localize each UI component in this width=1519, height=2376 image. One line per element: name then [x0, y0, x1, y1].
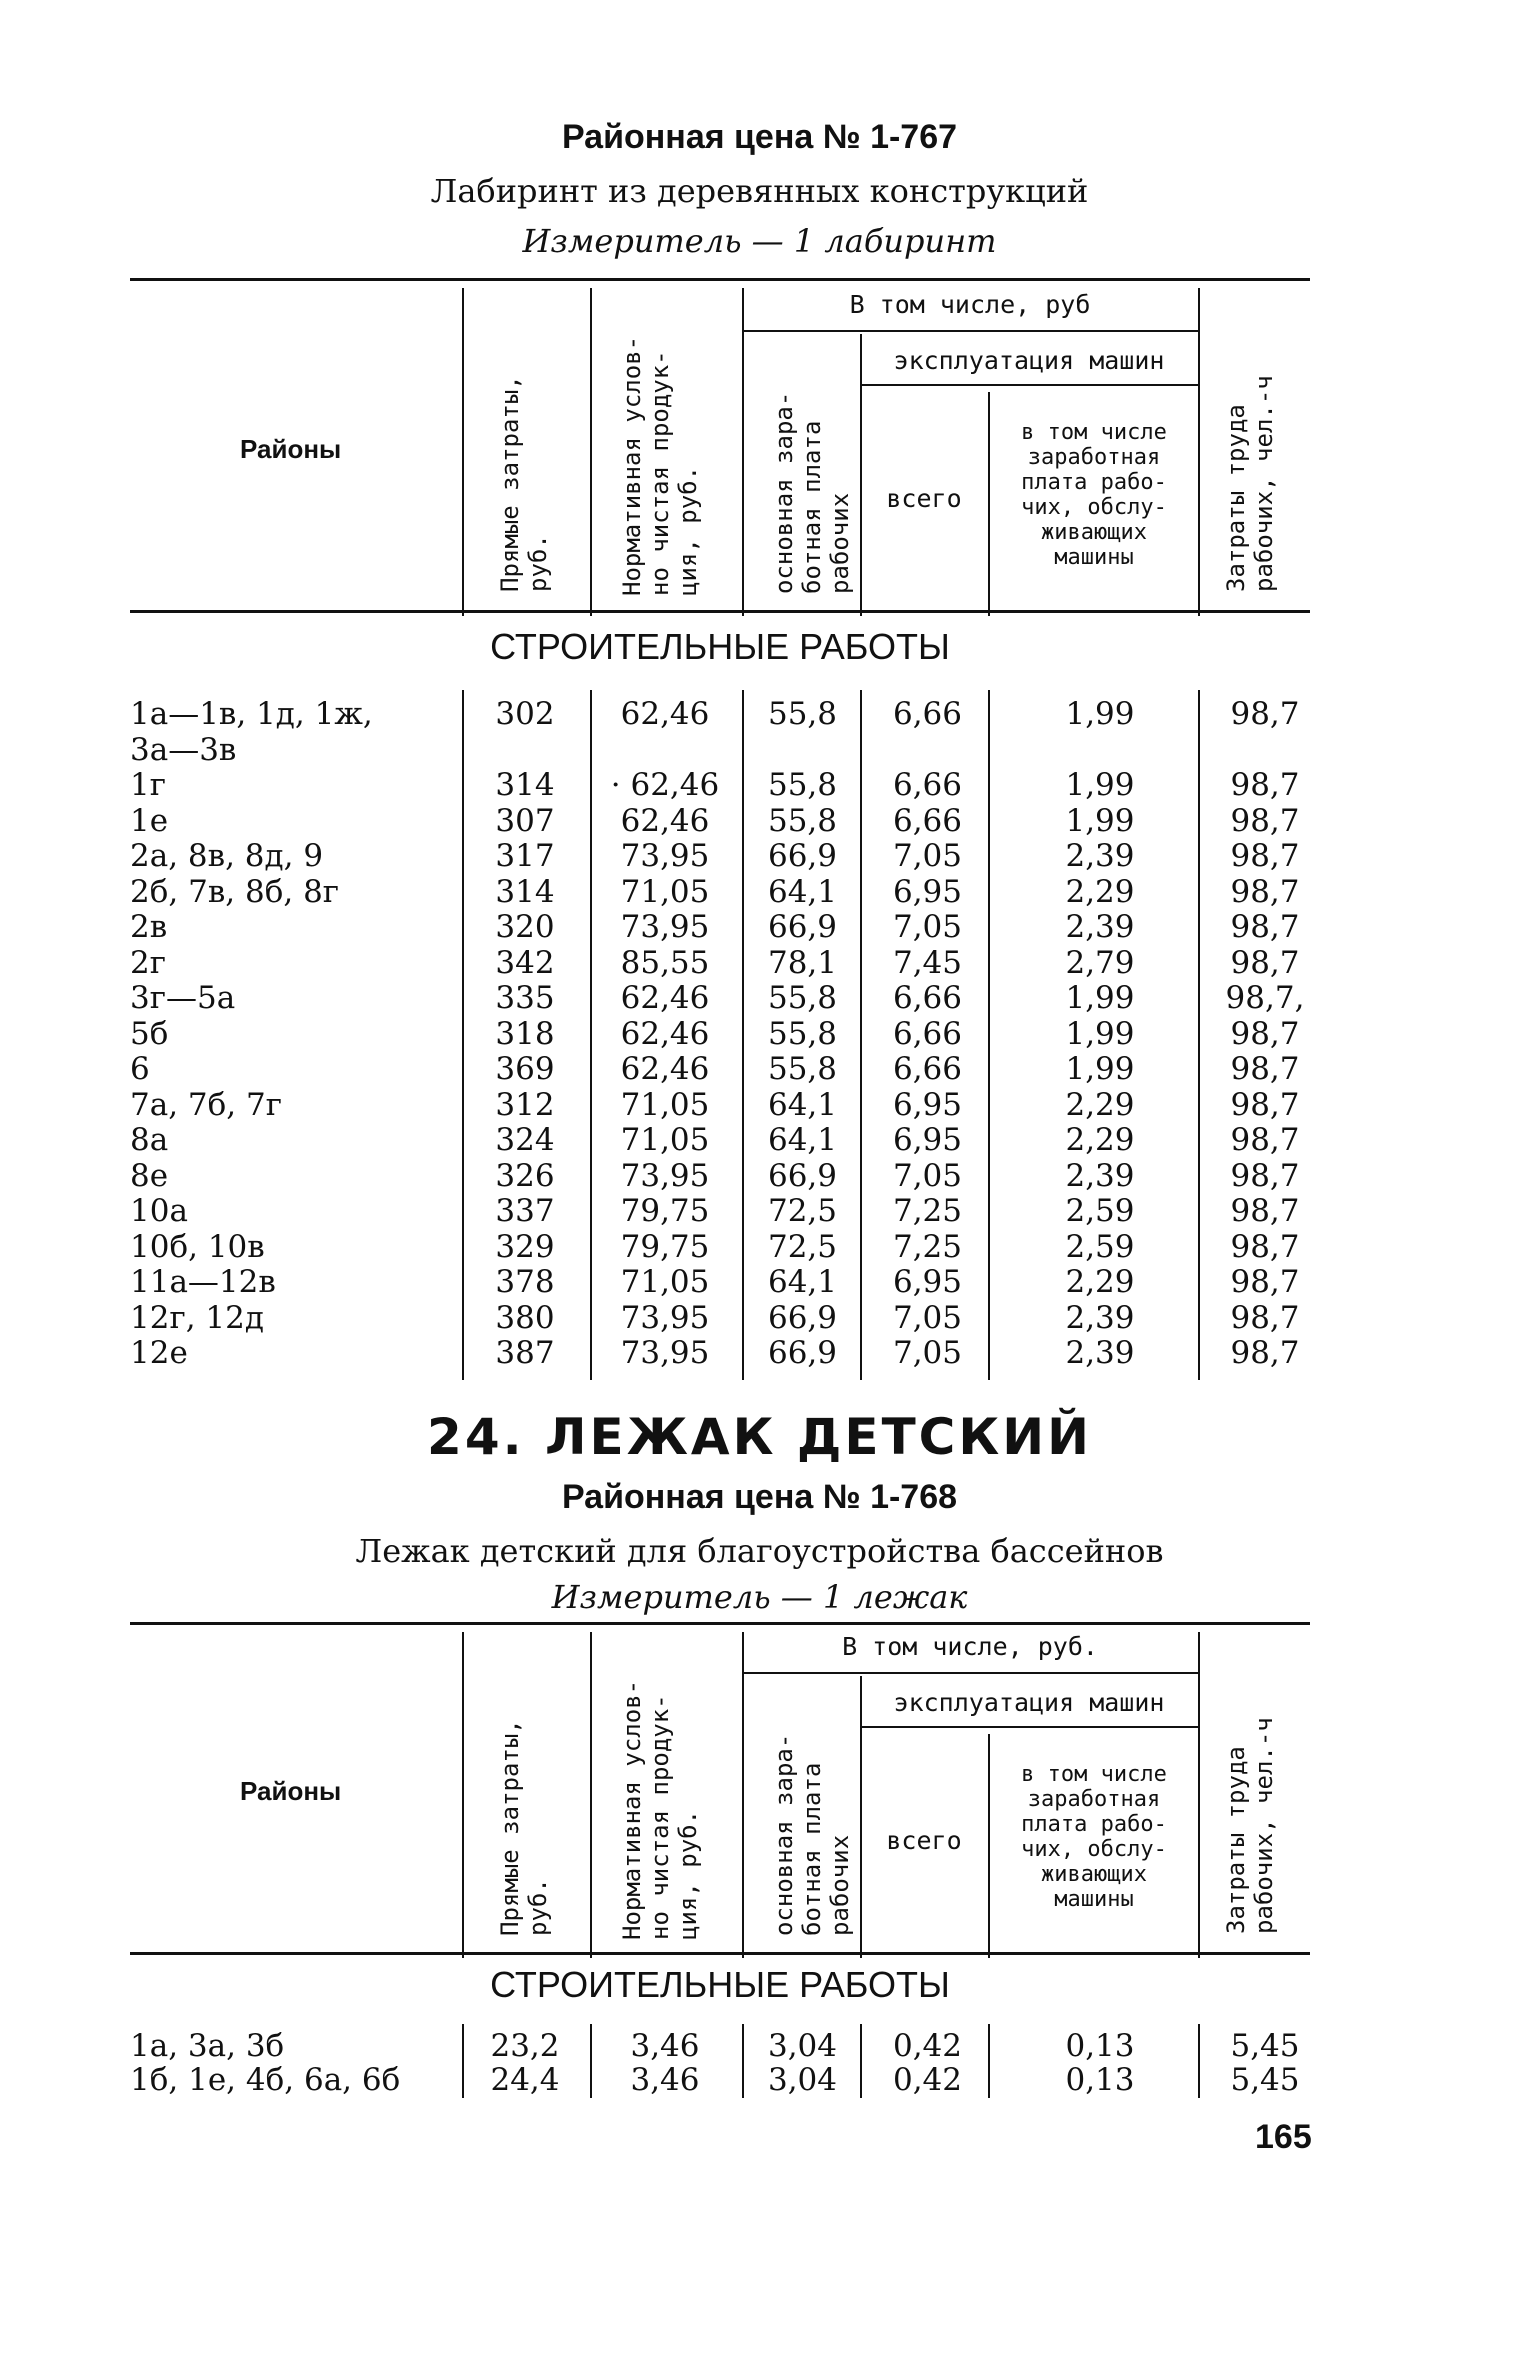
- cell-machine-wage: 2,79: [1065, 944, 1135, 981]
- cell-machine-wage: 2,39: [1065, 838, 1135, 874]
- header-incl-wage: в том числе заработная плата рабо- чих, обслу- живающих машины: [1021, 420, 1167, 570]
- table-row: [130, 803, 1310, 839]
- cell-machine-total: 7,45: [892, 944, 963, 981]
- table1-top-rule: [130, 278, 1310, 281]
- cell-base-wage: 3,04: [767, 2062, 838, 2098]
- cell-normative: 85,55: [620, 944, 710, 981]
- cell-machine-wage: 2,59: [1065, 1193, 1135, 1229]
- divider: [860, 1676, 862, 1958]
- cell-machine-wage: 2,29: [1065, 1086, 1135, 1123]
- table2-header: [130, 1616, 1310, 1966]
- cell-direct-costs: 302: [495, 696, 555, 732]
- cell-direct-costs: 320: [495, 909, 555, 945]
- divider: [742, 288, 744, 616]
- cell-machine-wage: 2,29: [1065, 873, 1135, 910]
- table-row: [130, 1335, 1310, 1371]
- cell-machine-total: 6,66: [892, 802, 963, 839]
- cell-direct-costs: 335: [495, 980, 555, 1016]
- cell-normative: 73,95: [620, 909, 710, 945]
- table-row: [130, 1193, 1310, 1229]
- header-incl-wage: в том числе заработная плата рабо- чих, обслу- живающих машины: [1021, 1762, 1167, 1912]
- cell-labor: 98,7: [1230, 838, 1300, 874]
- cell-direct-costs: 369: [495, 1051, 555, 1087]
- cell-normative: 3,46: [630, 2062, 700, 2098]
- cell-machine-total: 7,25: [892, 1193, 963, 1229]
- divider: [742, 1632, 744, 1958]
- table-row: [130, 696, 1310, 732]
- cell-base-wage: 66,9: [767, 1157, 838, 1194]
- cell-machine-total: 6,66: [892, 1015, 963, 1052]
- cell-region: 5б: [130, 1015, 169, 1052]
- cell-machine-wage: 2,29: [1065, 1264, 1135, 1300]
- header-normative: Нормативная услов- но чистая продук- ция, руб.: [618, 1679, 702, 1940]
- header-labor: Затраты труда рабочих, чел.-ч: [1222, 1717, 1278, 1934]
- cell-machine-total: 6,66: [892, 767, 963, 803]
- measure-1: Измеритель — 1 лабиринт: [522, 222, 997, 260]
- table-row: [130, 1016, 1310, 1052]
- cell-normative: 62,46: [620, 980, 710, 1016]
- item-name-1: Лабиринт из деревянных конструкций: [430, 172, 1089, 210]
- cell-labor: 98,7: [1230, 873, 1300, 910]
- header-rule: [860, 1726, 1198, 1728]
- cell-normative: 73,95: [620, 1299, 710, 1336]
- header-rule: [742, 1672, 1198, 1674]
- cell-region: 12е: [130, 1335, 188, 1371]
- cell-machine-total: 7,25: [892, 1228, 963, 1265]
- table1-header-bottom-rule: [130, 610, 1310, 613]
- cell-normative: 62,46: [620, 696, 710, 732]
- cell-labor: 98,7: [1230, 1051, 1300, 1087]
- header-rule: [860, 384, 1198, 386]
- cell-direct-costs: 317: [495, 838, 555, 874]
- header-including: В том числе, руб: [849, 290, 1091, 319]
- cell-region: 1е: [130, 802, 169, 839]
- cell-base-wage: 55,8: [767, 802, 838, 839]
- header-machine-ops: эксплуатация машин: [893, 1688, 1165, 1717]
- cell-normative: 79,75: [620, 1193, 710, 1229]
- cell-base-wage: 64,1: [767, 1264, 838, 1300]
- cell-base-wage: 66,9: [767, 909, 838, 945]
- table-row: [130, 1300, 1310, 1336]
- cell-labor: 98,7: [1230, 909, 1300, 945]
- cell-base-wage: 55,8: [767, 980, 838, 1016]
- table-row: [130, 909, 1310, 945]
- cell-machine-total: 7,05: [892, 1299, 963, 1336]
- cell-machine-wage: 2,39: [1065, 1335, 1135, 1371]
- cell-labor: 98,7: [1230, 944, 1300, 981]
- cell-base-wage: 55,8: [767, 767, 838, 803]
- cell-machine-wage: 1,99: [1065, 767, 1135, 803]
- cell-direct-costs: 326: [495, 1157, 555, 1194]
- cell-machine-wage: 1,99: [1065, 802, 1135, 839]
- cell-base-wage: 66,9: [767, 838, 838, 874]
- table1-header: [130, 272, 1310, 622]
- cell-machine-wage: 2,39: [1065, 1157, 1135, 1194]
- item-name-2: Лежак детский для благоустройства бассейнов: [355, 1532, 1164, 1570]
- header-rule: [742, 330, 1198, 332]
- cell-machine-total: 6,66: [892, 696, 963, 732]
- table-row: [130, 874, 1310, 910]
- cell-machine-total: 6,95: [892, 873, 963, 910]
- cell-normative: · 62,46: [610, 767, 720, 803]
- cell-labor: 5,45: [1230, 2062, 1300, 2098]
- divider: [988, 1734, 990, 1958]
- cell-machine-total: 7,05: [892, 1157, 963, 1194]
- table-row: [130, 1051, 1310, 1087]
- cell-region: 10а: [130, 1193, 188, 1229]
- cell-normative: 3,46: [630, 2028, 700, 2064]
- table-row: [130, 1087, 1310, 1123]
- cell-region: 1б, 1е, 4б, 6а, 6б: [130, 2062, 401, 2098]
- header-rayony: Районы: [240, 1776, 342, 1806]
- cell-base-wage: 64,1: [767, 1086, 838, 1123]
- table-row: [130, 945, 1310, 981]
- cell-normative: 73,95: [620, 1335, 710, 1371]
- table-row: [130, 1229, 1310, 1265]
- divider: [590, 288, 592, 616]
- cell-region: 2б, 7в, 8б, 8г: [130, 873, 340, 910]
- cell-labor: 98,7: [1230, 1299, 1300, 1336]
- cell-base-wage: 78,1: [767, 944, 838, 981]
- cell-labor: 5,45: [1230, 2028, 1300, 2064]
- cell-region: 2а, 8в, 8д, 9: [130, 838, 324, 874]
- cell-labor: 98,7: [1230, 696, 1300, 732]
- cell-labor: 98,7,: [1225, 980, 1305, 1016]
- cell-direct-costs: 324: [495, 1122, 555, 1158]
- cell-region: 1г: [130, 767, 166, 803]
- divider: [1198, 1632, 1200, 1958]
- header-base-wage: основная зара- ботная плата рабочих: [770, 1733, 854, 1936]
- cell-normative: 73,95: [620, 838, 710, 874]
- cell-machine-total: 6,95: [892, 1264, 963, 1300]
- cell-region: 3а—3в: [130, 731, 237, 768]
- cell-direct-costs: 378: [495, 1264, 555, 1300]
- table-row: [130, 1122, 1310, 1158]
- table-row: [130, 2028, 1310, 2064]
- cell-region: 1а, 3а, 3б: [130, 2028, 285, 2064]
- table1-body: [130, 690, 1310, 1380]
- cell-direct-costs: 337: [495, 1193, 555, 1229]
- cell-labor: 98,7: [1230, 1264, 1300, 1300]
- cell-base-wage: 55,8: [767, 1015, 838, 1052]
- header-normative: Нормативная услов- но чистая продук- ция, руб.: [618, 335, 702, 596]
- cell-direct-costs: 314: [495, 873, 555, 910]
- cell-normative: 62,46: [620, 1015, 710, 1052]
- cell-normative: 71,05: [620, 873, 710, 910]
- table-row: [130, 838, 1310, 874]
- cell-direct-costs: 307: [495, 802, 555, 839]
- cell-machine-total: 6,95: [892, 1086, 963, 1123]
- cell-machine-total: 7,05: [892, 909, 963, 945]
- cell-machine-total: 6,66: [892, 980, 963, 1016]
- cell-region: 10б, 10в: [130, 1228, 265, 1265]
- cell-region: 7а, 7б, 7г: [130, 1086, 282, 1123]
- cell-normative: 71,05: [620, 1122, 710, 1158]
- cell-direct-costs: 314: [495, 767, 555, 803]
- header-rayony: Районы: [240, 434, 342, 464]
- table2-body: [130, 2020, 1310, 2100]
- cell-machine-wage: 1,99: [1065, 1015, 1135, 1052]
- divider: [590, 1632, 592, 1958]
- cell-machine-wage: 2,29: [1065, 1122, 1135, 1158]
- cell-machine-wage: 0,13: [1065, 2028, 1135, 2064]
- cell-normative: 73,95: [620, 1157, 710, 1194]
- table-row: [130, 980, 1310, 1016]
- cell-direct-costs: 342: [495, 944, 555, 981]
- cell-normative: 62,46: [620, 802, 710, 839]
- cell-labor: 98,7: [1230, 1228, 1300, 1265]
- cell-direct-costs: 312: [495, 1086, 555, 1123]
- cell-base-wage: 72,5: [767, 1228, 838, 1265]
- cell-machine-total: 7,05: [892, 1335, 963, 1371]
- cell-direct-costs: 380: [495, 1299, 555, 1336]
- price-title-2: Районная цена № 1-768: [561, 1478, 958, 1516]
- divider: [462, 288, 464, 616]
- cell-normative: 79,75: [620, 1228, 710, 1265]
- cell-region: 8е: [130, 1157, 169, 1194]
- cell-base-wage: 55,8: [767, 1051, 838, 1087]
- cell-base-wage: 3,04: [767, 2028, 838, 2064]
- cell-machine-wage: 1,99: [1065, 696, 1135, 732]
- cell-base-wage: 64,1: [767, 1122, 838, 1158]
- cell-normative: 71,05: [620, 1264, 710, 1300]
- cell-region: 1а—1в, 1д, 1ж,: [130, 696, 373, 732]
- cell-direct-costs: 329: [495, 1228, 555, 1265]
- cell-region: 12г, 12д: [130, 1299, 264, 1336]
- cell-machine-total: 0,42: [892, 2062, 963, 2098]
- cell-machine-wage: 2,39: [1065, 909, 1135, 945]
- cell-region: 2в: [130, 909, 168, 945]
- header-total: всего: [886, 484, 962, 513]
- cell-base-wage: 55,8: [767, 696, 838, 732]
- cell-machine-wage: 1,99: [1065, 1051, 1135, 1087]
- header-machine-ops: эксплуатация машин: [893, 346, 1165, 375]
- divider: [1198, 288, 1200, 616]
- cell-machine-wage: 2,39: [1065, 1299, 1135, 1336]
- cell-direct-costs: 318: [495, 1015, 555, 1052]
- cell-machine-wage: 1,99: [1065, 980, 1135, 1016]
- header-base-wage: основная зара- ботная плата рабочих: [770, 391, 854, 594]
- cell-region: 2г: [130, 944, 166, 981]
- cell-labor: 98,7: [1230, 1193, 1300, 1229]
- cell-machine-total: 0,42: [892, 2028, 963, 2064]
- price-title-1: Районная цена № 1-767: [561, 118, 958, 156]
- cell-region: 3г—5а: [130, 980, 236, 1016]
- cell-machine-total: 6,95: [892, 1122, 963, 1158]
- section-label-2: СТРОИТЕЛЬНЫЕ РАБОТЫ: [490, 1964, 950, 2005]
- cell-direct-costs: 23,2: [490, 2028, 560, 2064]
- table2-top-rule: [130, 1622, 1310, 1625]
- cell-machine-wage: 2,59: [1065, 1228, 1135, 1265]
- cell-labor: 98,7: [1230, 802, 1300, 839]
- cell-machine-total: 7,05: [892, 838, 963, 874]
- cell-labor: 98,7: [1230, 1335, 1300, 1371]
- section-heading-2: 24. ЛЕЖАК ДЕТСКИЙ: [427, 1408, 1092, 1466]
- divider: [462, 1632, 464, 1958]
- cell-labor: 98,7: [1230, 1157, 1300, 1194]
- section-label-1: СТРОИТЕЛЬНЫЕ РАБОТЫ: [490, 626, 950, 667]
- table-row: [130, 767, 1310, 803]
- table-row: [130, 732, 1310, 768]
- header-including: В том числе, руб.: [842, 1632, 1098, 1661]
- cell-base-wage: 66,9: [767, 1299, 838, 1336]
- header-total: всего: [886, 1826, 962, 1855]
- cell-normative: 62,46: [620, 1051, 710, 1087]
- cell-machine-wage: 0,13: [1065, 2062, 1135, 2098]
- page-number: 165: [1255, 2118, 1312, 2156]
- header-direct-costs: Прямые затраты, руб.: [496, 1719, 552, 1936]
- table-row: [130, 1264, 1310, 1300]
- cell-region: 6: [130, 1051, 150, 1087]
- divider: [988, 392, 990, 616]
- cell-direct-costs: 387: [495, 1335, 555, 1371]
- table-row: [130, 2062, 1310, 2098]
- cell-direct-costs: 24,4: [490, 2062, 560, 2098]
- cell-region: 8а: [130, 1122, 169, 1158]
- cell-region: 11а—12в: [130, 1264, 276, 1300]
- header-direct-costs: Прямые затраты, руб.: [496, 375, 552, 592]
- cell-labor: 98,7: [1230, 1086, 1300, 1123]
- measure-2: Измеритель — 1 лежак: [551, 1578, 968, 1616]
- table-row: [130, 1158, 1310, 1194]
- cell-base-wage: 72,5: [767, 1193, 838, 1229]
- cell-labor: 98,7: [1230, 767, 1300, 803]
- cell-machine-total: 6,66: [892, 1051, 963, 1087]
- cell-labor: 98,7: [1230, 1015, 1300, 1052]
- table2-header-bottom-rule: [130, 1952, 1310, 1955]
- cell-labor: 98,7: [1230, 1122, 1300, 1158]
- cell-base-wage: 64,1: [767, 873, 838, 910]
- cell-normative: 71,05: [620, 1086, 710, 1123]
- divider: [860, 334, 862, 616]
- header-labor: Затраты труда рабочих, чел.-ч: [1222, 375, 1278, 592]
- cell-base-wage: 66,9: [767, 1335, 838, 1371]
